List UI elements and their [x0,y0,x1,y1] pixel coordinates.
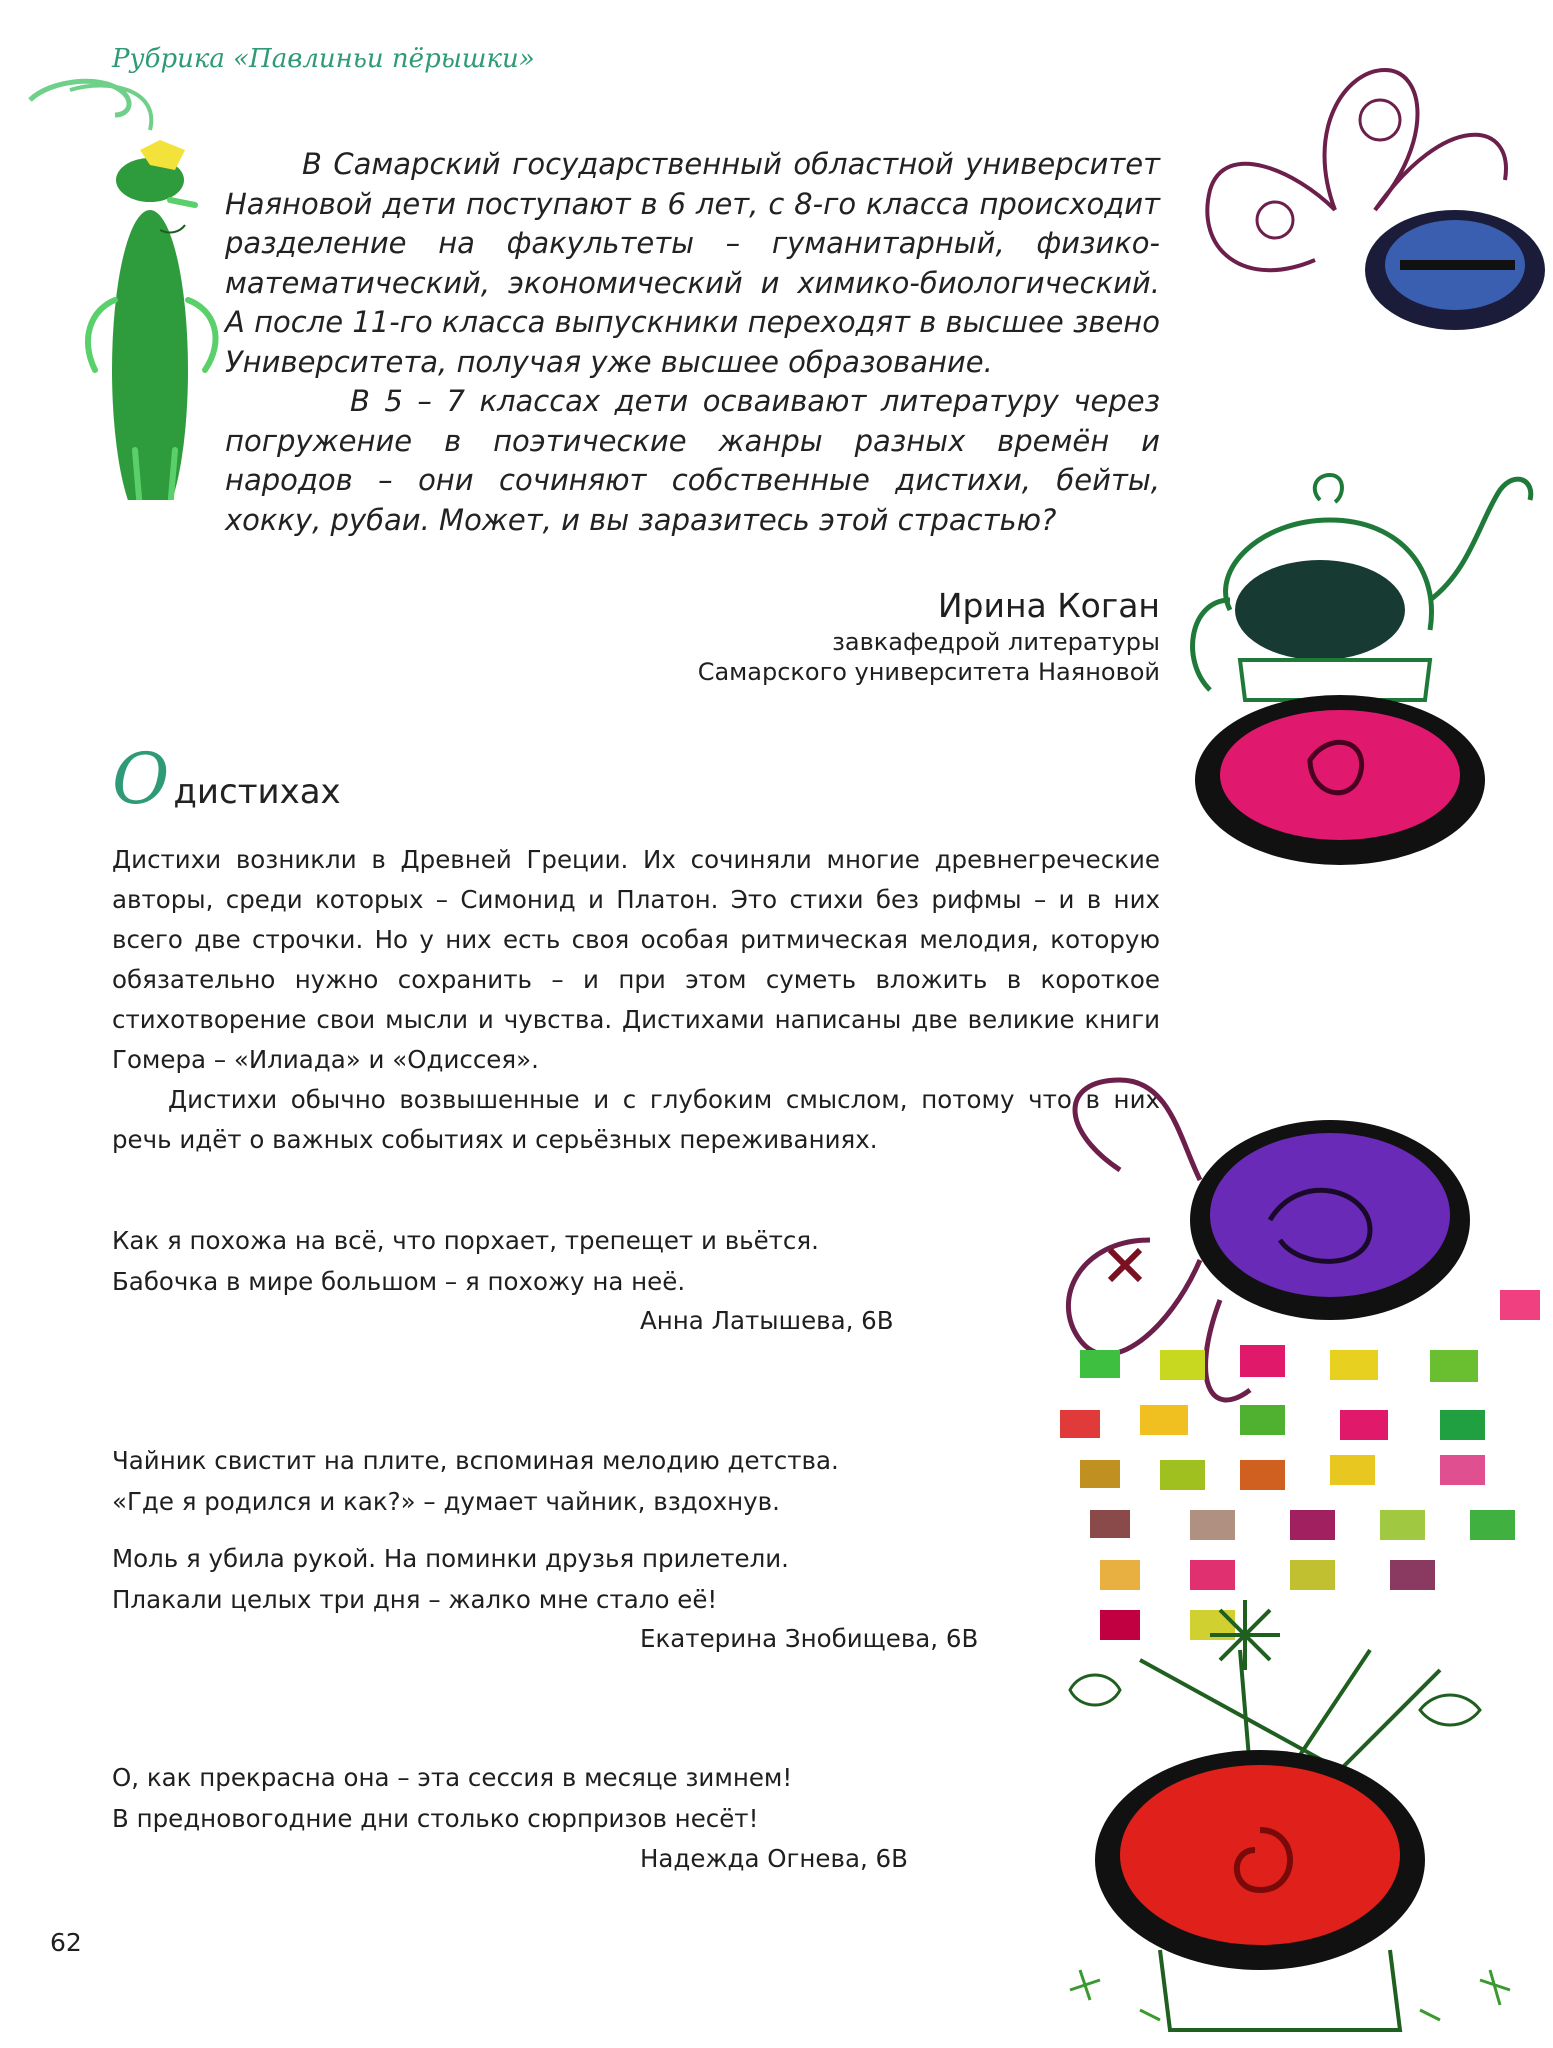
colorful-drawings-column [1040,1050,1550,2040]
poem-1-line-2: Бабочка в мире большом – я похожу на неё. [112,1267,686,1296]
page-number: 62 [50,1928,82,1957]
signature-block [698,585,1160,687]
poem-4 [112,1757,792,1839]
poem-4-line-1: О, как прекрасна она – эта сессия в месяце зимнем! [112,1763,793,1792]
poem-2-line-2: «Где я родился и как?» – думает чайник, вздохнув. [112,1487,780,1516]
heading-drop-cap: О [112,738,170,820]
section-body [112,840,1160,1160]
body-paragraph-2: Дистихи обычно возвышенные и с глубоким смыслом, потому что в них речь идёт о важных событиях и серьёзных переживаниях. [112,1085,1160,1154]
section-heading [112,738,341,820]
signature-name: Ирина Коган [937,586,1160,625]
poem-3-line-2: Плакали целых три дня – жалко мне стало её! [112,1585,718,1614]
poem-3-line-1: Моль я убила рукой. На поминки друзья прилетели. [112,1544,789,1573]
signature-position-line-2: Самарского университета Наяновой [697,658,1160,686]
body-paragraph-1: Дистихи возникли в Древней Греции. Их сочиняли многие древнегреческие авторы, среди которых – Симонид и Платон. Это стихи без рифмы – и в них всего две строчки. Но у них есть своя особая ритмическая мелодия, которую обязательно нужно сохранить – и при этом суметь вложить в короткое стихотворение свои мысли и чувства. Дистихами написаны две великие книги Гомера – «Илиада» и «Одиссея». [112,845,1160,1074]
poem-2-line-1: Чайник свистит на плите, вспоминая мелодию детства. [112,1446,839,1475]
poem-3 [112,1538,789,1620]
poem-4-line-2: В предновогодние дни столько сюрпризов несёт! [112,1804,759,1833]
intro-paragraph-1: В Самарский государственный областной университет Наяновой дети поступают в 6 лет, с 8-го класса происходит разделение на факультеты – гуманитарный, физико-математический, экономический и химико-биологический. А после 11-го класса выпускники переходят в высшее звено Университета, получая уже высшее образование. [225,147,1160,379]
heading-text: дистихах [173,772,341,812]
intro-paragraph-2: В 5 – 7 классах дети осваивают литературу через погружение в поэтические жанры разных времён и народов – они сочиняют собственные дистихи, бейты, хокку, рубаи. Может, и вы заразитесь этой страстью? [225,384,1160,537]
poem-1 [112,1220,819,1302]
poem-1-author: Анна Латышева, 6В [640,1306,894,1335]
signature-position-line-1: завкафедрой литературы [832,628,1160,656]
teapot-drawing [1170,430,1550,900]
butterfly-drawing [1185,60,1545,330]
poem-1-line-1: Как я похожа на всё, что порхает, трепещет и вьётся. [112,1226,819,1255]
poem-4-author: Надежда Огнева, 6В [640,1844,908,1873]
intro-text [225,145,1160,540]
cucumber-character-illustration [10,70,250,500]
poem-3-author: Екатерина Знобищева, 6В [640,1624,979,1653]
rubric-title: Рубрика «Павлиньи пёрышки» [112,44,535,74]
poem-2 [112,1440,839,1522]
